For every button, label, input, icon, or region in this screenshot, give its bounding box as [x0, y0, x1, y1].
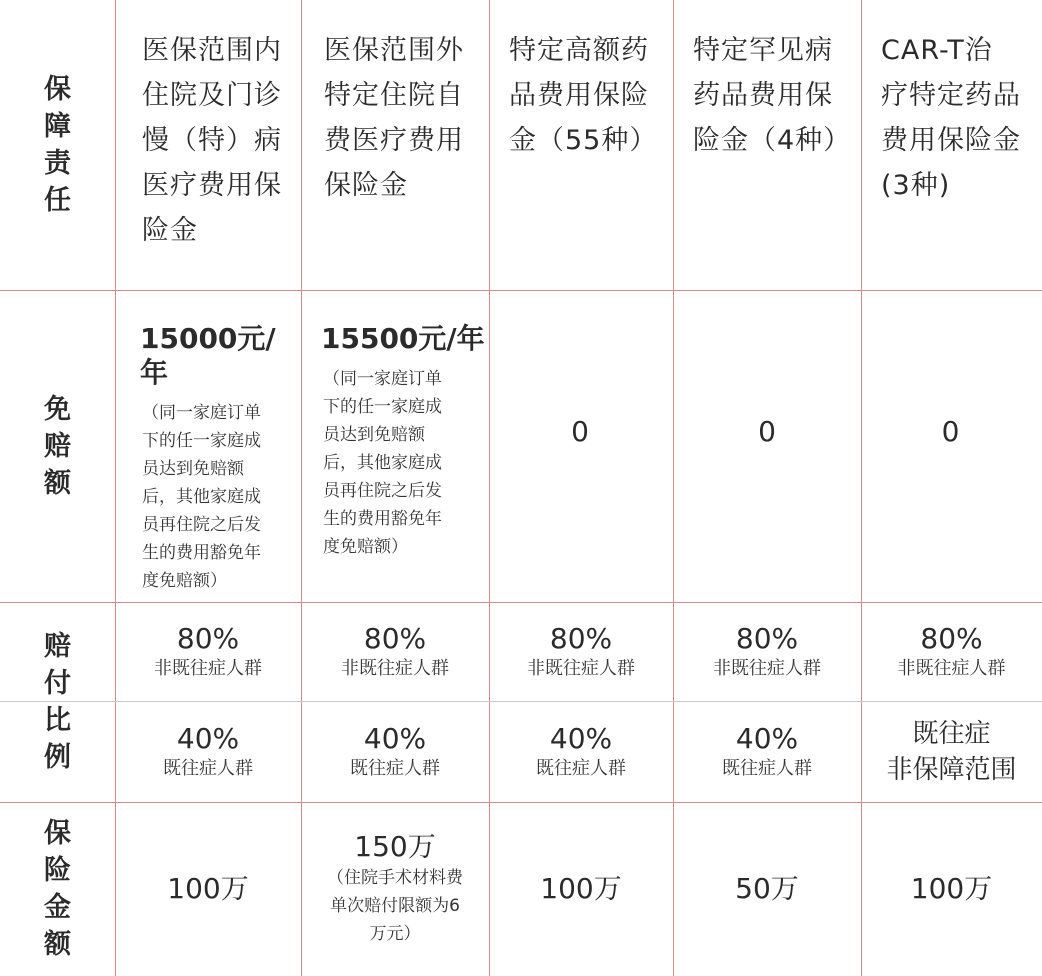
ratio-percent: 40%: [735, 721, 799, 755]
amount-value: 100万: [910, 872, 993, 905]
ratio-label: 非既往症人群: [897, 657, 1006, 679]
deductible-cell-4: [673, 290, 861, 602]
ratio2-cell-5: [861, 701, 1042, 802]
row-header-char: 险: [44, 855, 71, 886]
ratio-percent: 40%: [549, 721, 613, 755]
deductible-value: 0: [758, 414, 776, 448]
ratio2-cell-3: [489, 701, 673, 802]
ratio-percent: 80%: [549, 621, 613, 655]
ratio1-cell-4: [673, 602, 861, 701]
row-header-coverage: [0, 0, 115, 290]
deductible-value: 0: [941, 414, 960, 448]
amount-note: （住院手术材料费 单次赔付限额为6 万元）: [327, 868, 463, 944]
ratio-percent: 80%: [176, 621, 240, 655]
ratio1-cell-3: [489, 602, 673, 701]
deductible-amount: 15500元/年: [321, 322, 485, 355]
row-header-char: 额: [44, 929, 71, 960]
row-header-char: 责: [44, 148, 71, 179]
deductible-note: （同一家庭订单 下的任一家庭成 员达到免赔额 后，其他家庭成 员再住院之后发 生的费用豁免年 度免赔额）: [142, 403, 261, 591]
row-header-char: 免: [44, 393, 71, 425]
coverage-header-car-t: CAR-T治 疗特定药品 费用保险金 (3种): [881, 35, 1021, 201]
amount-cell-4: [673, 802, 861, 976]
ratio-label: 既往症人群: [536, 757, 626, 779]
deductible-value: 0: [571, 414, 589, 448]
ratio-not-covered: 既往症 非保障范围: [886, 718, 1017, 785]
deductible-cell-1: [140, 322, 300, 595]
row-header-char: 金: [44, 892, 71, 923]
row-header-char: 赔: [44, 631, 71, 662]
ratio2-cell-1: [115, 701, 301, 802]
ratio1-cell-2: [301, 602, 489, 701]
coverage-header-high-cost-drugs: 特定高额药 品费用保险 金（55种）: [509, 35, 658, 156]
amount-value: 50万: [735, 872, 799, 905]
amount-value: 100万: [540, 872, 622, 905]
ratio-label: 既往症人群: [163, 757, 253, 779]
ratio1-cell-5: [861, 602, 1042, 701]
ratio2-cell-4: [673, 701, 861, 802]
row-header-char: 障: [44, 111, 71, 142]
row-header-ratio: [0, 602, 115, 802]
row-header-char: 比: [44, 705, 71, 736]
ratio-label: 既往症人群: [722, 757, 812, 779]
amount-cell-2: [301, 802, 489, 976]
ratio2-cell-2: [301, 701, 489, 802]
ratio-percent: 40%: [176, 721, 240, 755]
amount-value: 100万: [167, 872, 249, 905]
deductible-note: （同一家庭订单 下的任一家庭成 员达到免赔额 后，其他家庭成 员再住院之后发 生的费用豁免年 度免赔额）: [323, 369, 442, 557]
row-header-char: 保: [44, 818, 71, 849]
ratio-percent: 40%: [363, 721, 427, 755]
deductible-cell-3: [489, 290, 673, 602]
deductible-cell-2: [321, 322, 487, 561]
coverage-header-outside-insurance: 医保范围外 特定住院自 费医疗费用 保险金: [324, 35, 464, 201]
amount-cell-3: [489, 802, 673, 976]
ratio-percent: 80%: [735, 621, 799, 655]
deductible-amount: 15000元/年: [140, 322, 276, 389]
row-header-deductible: [0, 290, 115, 602]
ratio-label: 非既往症人群: [527, 657, 635, 679]
deductible-cell-5: [861, 290, 1042, 602]
row-header-amount: [0, 802, 115, 976]
amount-cell-1: [115, 802, 301, 976]
ratio-percent: 80%: [363, 621, 427, 655]
coverage-header-rare-disease-drugs: 特定罕见病 药品费用保 险金（4种）: [693, 35, 852, 156]
amount-cell-5: [861, 802, 1042, 976]
ratio1-cell-1: [115, 602, 301, 701]
ratio-label: 非既往症人群: [154, 657, 262, 679]
amount-value: 150万: [354, 830, 436, 863]
ratio-label: 非既往症人群: [341, 657, 449, 679]
row-header-char: 付: [44, 668, 71, 699]
ratio-percent: 80%: [920, 621, 983, 655]
coverage-header-inpatient: 医保范围内 住院及门诊 慢（特）病 医疗费用保 险金: [142, 35, 282, 246]
ratio-label: 非既往症人群: [713, 657, 821, 679]
ratio-label: 既往症人群: [350, 757, 440, 779]
row-header-char: 赔: [44, 430, 71, 462]
row-header-char: 任: [44, 185, 71, 216]
row-header-char: 保: [44, 74, 71, 105]
row-header-char: 额: [44, 467, 71, 499]
row-header-char: 例: [44, 742, 71, 773]
